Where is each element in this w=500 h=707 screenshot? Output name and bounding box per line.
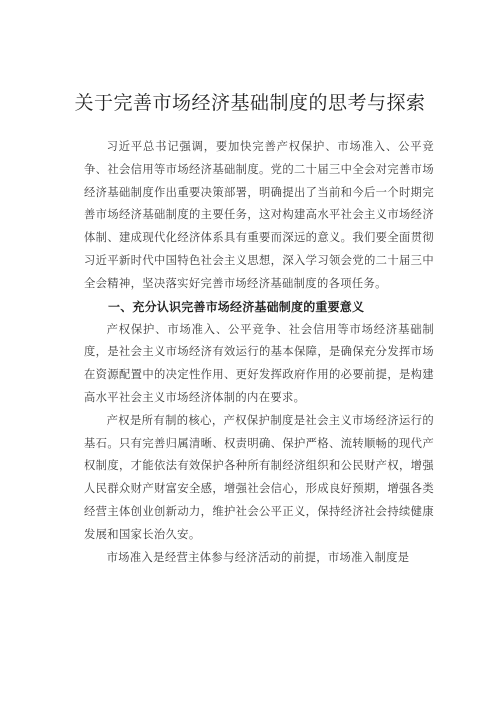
document-body [84, 136, 434, 569]
body-paragraph: 产权保护、市场准入、公平竞争、社会信用等市场经济基础制度，是社会主义市场经济有效运行的基本保障，是确保充分发挥市场在资源配置中的决定性作用、更好发挥政府作用的必要前提，是构建高水平社会主义市场经济体制的内在要求。 [84, 322, 434, 404]
body-paragraph: 市场准入是经营主体参与经济活动的前提，市场准入制度是 [106, 550, 410, 564]
section-heading-1: 一、充分认识完善市场经济基础制度的重要意义 [108, 299, 365, 314]
intro-paragraph: 习近平总书记强调，要加快完善产权保护、市场准入、公平竞争、社会信用等市场经济基础制度。党的二十届三中全会对完善市场经济基础制度作出重要决策部署，明确提出了当前和今后一个时期完善市场经济基础制度的主要任务，这对构建高水平社会主义市场经济体制、建成现代化经济体系具有重要而深远的意义。我们要全面贯彻习近平新时代中国特色社会主义思想，深入学习领会党的二十届三中全会精神，坚决落实好完善市场经济基础制度的各项任务。 [84, 140, 434, 290]
body-paragraph: 产权是所有制的核心，产权保护制度是社会主义市场经济运行的基石。只有完善归属清晰、权责明确、保护严格、流转顺畅的现代产权制度，才能依法有效保护各种所有制经济组织和公民财产权，增强人民群众财产财富安全感，增强社会信心，形成良好预期，增强各类经营主体创业创新动力，维护社会公平正义，保持经济社会持续健康发展和国家长治久安。 [84, 413, 434, 541]
document-title: 关于完善市场经济基础制度的思考与探索 [74, 92, 426, 114]
